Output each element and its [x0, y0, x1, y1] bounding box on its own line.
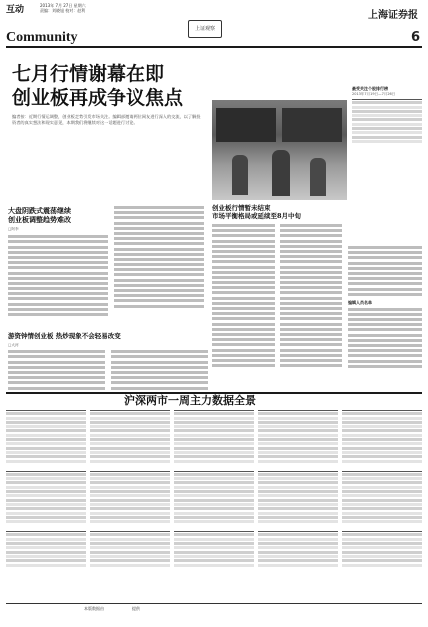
hot-stocks-title: 最受关注个股排行榜	[352, 86, 388, 91]
section-title: Community	[6, 30, 78, 45]
hot-stocks-table	[352, 99, 422, 143]
article-center-title-1: 创业板行情暂未结束	[212, 204, 271, 212]
article-center	[212, 204, 342, 369]
data-table	[258, 408, 338, 600]
page-number: 6	[410, 30, 420, 45]
header-rule	[6, 46, 422, 48]
footer-rule	[6, 603, 422, 604]
date-line	[40, 3, 86, 13]
article-left-1-title-2: 创业板调整趋势难改	[8, 215, 71, 224]
article-left-1-title-1: 大盘阴跌式震荡继续	[8, 206, 71, 215]
article-center-body	[212, 224, 342, 369]
right-column	[348, 246, 422, 370]
headline-line-2: 创业板再成争议焦点	[12, 87, 184, 109]
article-left-2-byline: □大河	[8, 343, 19, 347]
article-left-2-title: 游资钟情创业板 热炒现象不会轻易改变	[8, 332, 121, 340]
date-text: 2013年 7月 27日 星期六	[40, 3, 86, 8]
hot-stocks-box	[352, 86, 422, 143]
data-table	[6, 408, 86, 600]
article-middle-body	[114, 206, 204, 310]
trading-hall-photo	[212, 100, 347, 200]
data-tables	[6, 408, 422, 600]
lead-headline	[12, 62, 183, 110]
headline-line-1: 七月行情谢幕在即	[12, 63, 165, 85]
article-left-2-body	[8, 350, 208, 392]
article-left-1	[8, 206, 108, 318]
data-table	[342, 408, 422, 600]
right-box-title: 编辑人员名单	[348, 299, 372, 305]
data-table	[90, 408, 170, 600]
footer-left: 本版数据由	[84, 606, 104, 611]
article-center-title-2: 市场平衡格局或延续至8月中旬	[212, 212, 302, 220]
hot-stocks-subtitle: 2013年7月19日—7月26日	[352, 92, 396, 96]
data-table	[174, 408, 254, 600]
article-left-2	[8, 332, 208, 392]
lead-intro: 编者按：近期行情运调整，创业板走势引发市场关注。编辑部邀请两位网友进行深入的交流，以了解投资者的真实想法和现实意见，本期我们将继续对这一话题进行讨论。	[12, 114, 201, 125]
section-label: 互动	[6, 5, 25, 15]
data-section-title: 沪深两市一周主力数据全景	[124, 394, 256, 407]
footer-right: 提供	[132, 606, 140, 611]
article-left-1-byline: □阿李	[8, 227, 19, 231]
article-left-1-body	[8, 235, 108, 316]
editor-text: 责编：刘晓旭 校对：赵利	[40, 8, 86, 13]
center-logo: 上证观察	[188, 20, 222, 38]
masthead: 上海证券报	[368, 10, 418, 21]
